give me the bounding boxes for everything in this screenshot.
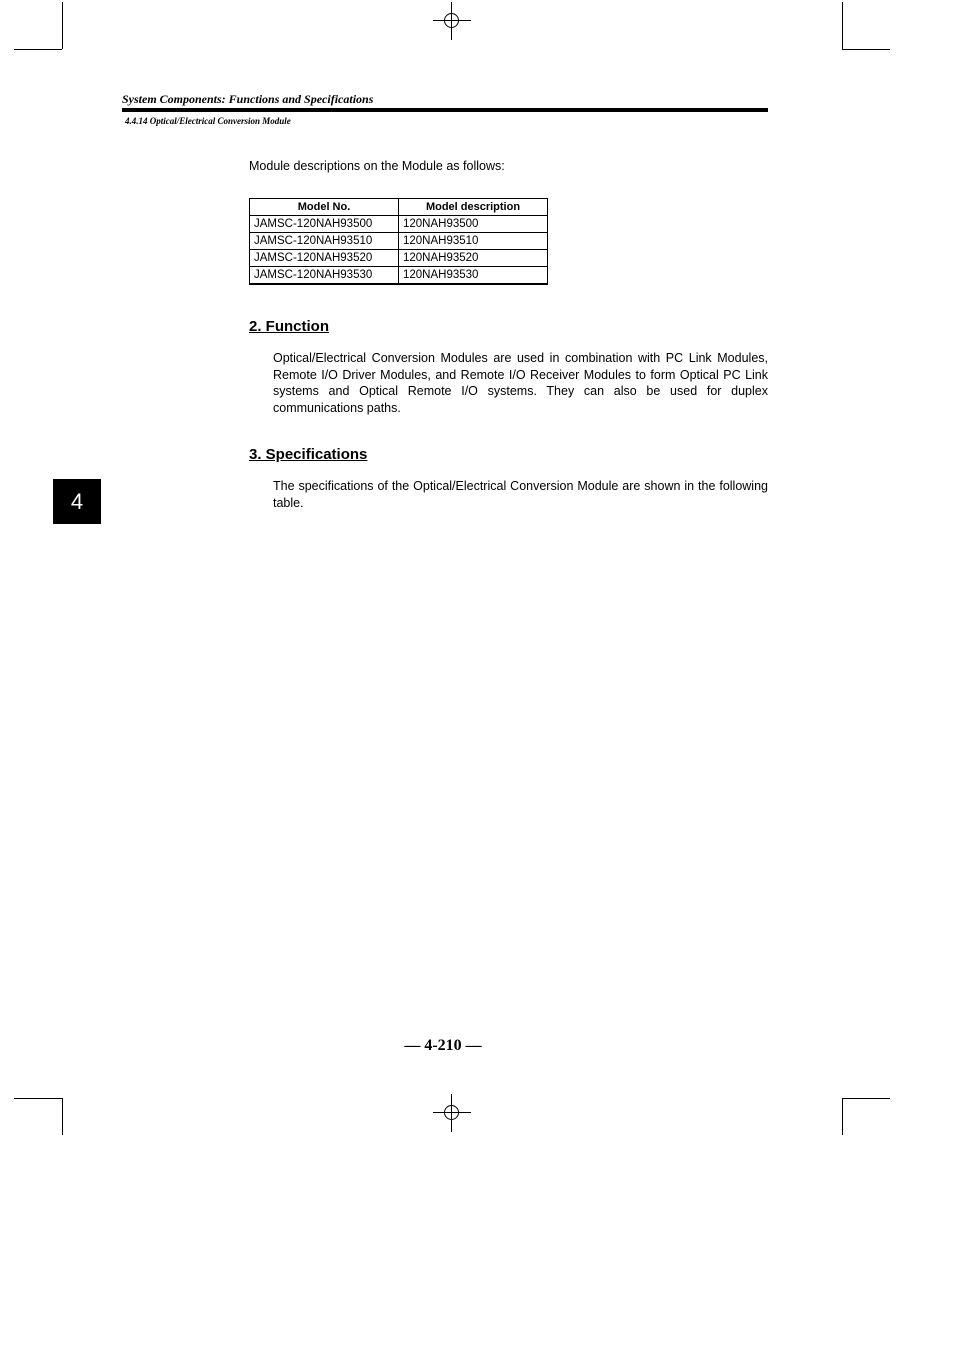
intro-text: Module descriptions on the Module as follows: [249,159,505,173]
model-table [249,198,548,285]
table-row [250,216,548,233]
column-header-model-no: Model No. [250,199,399,216]
registration-crosshair-bottom [433,1094,471,1132]
header-rule [122,108,768,112]
specifications-heading: 3. Specifications [249,446,368,463]
table-row [250,267,548,285]
specifications-paragraph: The specifications of the Optical/Electrical Conversion Module are shown in the following table. [273,479,768,510]
page-number: — 4-210 — [404,1037,482,1054]
model-description-cell: 120NAH93520 [399,250,548,267]
section-reference: 4.4.14 Optical/Electrical Conversion Module [125,116,291,126]
model-description-cell: 120NAH93510 [399,233,548,250]
running-title: System Components: Functions and Specifications [122,92,374,106]
registration-crosshair-top [433,2,471,40]
table-row [250,250,548,267]
model-no-cell: JAMSC-120NAH93510 [250,233,399,250]
model-no-cell: JAMSC-120NAH93500 [250,216,399,233]
table-row [250,233,548,250]
model-description-cell: 120NAH93530 [399,267,548,285]
model-description-cell: 120NAH93500 [399,216,548,233]
table-header-row [250,199,548,216]
column-header-model-description: Model description [399,199,548,216]
chapter-tab: 4 [53,479,101,524]
function-paragraph: Optical/Electrical Conversion Modules are used in combination with PC Link Modules, Remote I/O Driver Modules, and Remote I/O Receiver Modules to form Optical PC Link systems and Optical Remote I/O systems. They can also be used for duplex communications paths. [273,351,768,415]
function-heading: 2. Function [249,318,329,335]
model-no-cell: JAMSC-120NAH93520 [250,250,399,267]
model-no-cell: JAMSC-120NAH93530 [250,267,399,285]
